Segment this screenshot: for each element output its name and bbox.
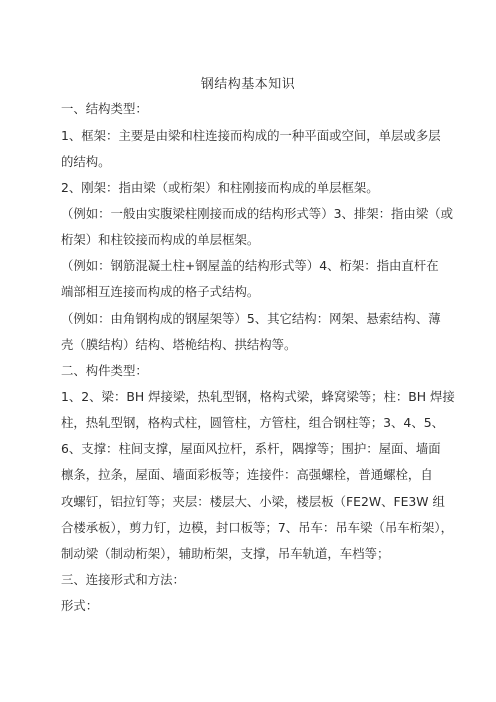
text-line: （例如：由角钢构成的钢屋架等）5、其它结构：网架、悬索结构、薄 <box>61 311 441 326</box>
text-line: 的结构。 <box>61 154 111 169</box>
text-line: （例如：钢筋混凝土柱+钢屋盖的结构形式等）4、桁架：指由直杆在 <box>61 258 439 273</box>
text-line: 1、框架：主要是由梁和柱连接而构成的一种平面或空间，单层或多层 <box>61 128 441 143</box>
text-line: 桁架）和柱铰接而构成的单层框架。 <box>61 232 260 247</box>
text-line: 攻螺钉，铝拉钉等；夹层：楼层大、小梁，楼层板（FE2W、FE3W 组 <box>61 494 445 509</box>
section-heading-connections: 三、连接形式和方法： <box>61 572 185 587</box>
text-line: 1、2、梁：BH 焊接梁，热轧型钢，格构式梁，蜂窝梁等；柱：BH 焊接 <box>61 389 455 404</box>
text-line: 檩条，拉条，屋面、墙面彩板等；连接件：高强螺栓，普通螺栓，自 <box>61 467 433 482</box>
text-line: 合楼承板），剪力钉，边模，封口板等；7、吊车：吊车梁（吊车桁架）， <box>61 520 453 535</box>
document-title: 钢结构基本知识 <box>200 77 296 92</box>
text-line: 端部相互连接而构成的格子式结构。 <box>61 284 260 299</box>
text-line: （例如：一般由实腹梁柱刚接而成的结构形式等）3、排架：指由梁（或 <box>61 206 453 221</box>
text-line: 形式： <box>61 598 99 613</box>
text-line: 2、刚架：指由梁（或桁架）和柱刚接而构成的单层框架。 <box>61 180 379 195</box>
text-line: 柱，热轧型钢，格构式柱，圆管柱，方管柱，组合钢柱等；3、4、5、 <box>61 415 444 430</box>
text-line: 制动梁（制动桁架），辅助桁架，支撑，吊车轨道，车档等； <box>61 546 390 561</box>
section-heading-structure-types: 一、结构类型： <box>61 101 148 116</box>
text-line: 6、支撑：柱间支撑，屋面风拉杆，系杆，隅撑等；围护：屋面、墙面 <box>61 441 441 456</box>
text-line: 壳（膜结构）结构、塔桅结构、拱结构等。 <box>61 337 297 352</box>
section-heading-member-types: 二、构件类型： <box>61 363 148 378</box>
